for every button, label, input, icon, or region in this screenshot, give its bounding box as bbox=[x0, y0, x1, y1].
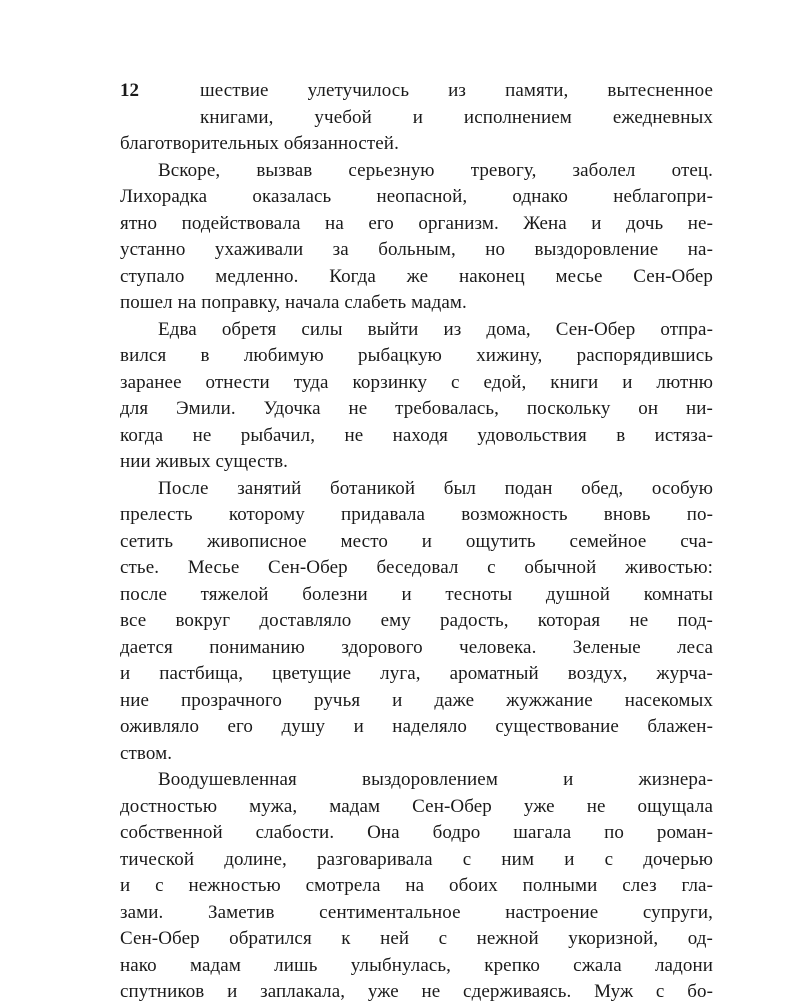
text-line: устанно ухаживали за больным, но выздоровление на- bbox=[120, 239, 713, 260]
page-number: 12 bbox=[120, 80, 139, 101]
body-text bbox=[120, 78, 713, 1006]
text-line: после тяжелой болезни и тесноты душной комнаты bbox=[120, 583, 713, 605]
text-line: ятно подействовала на его организм. Жена и дочь не- bbox=[120, 212, 713, 234]
text-line: Едва обретя силы выйти из дома, Сен-Обер отпра- bbox=[158, 318, 713, 340]
text-line: оживляло его душу и наделяло существование блажен- bbox=[120, 716, 713, 737]
text-line: зами. Заметив сентиментальное настроение супруги, bbox=[120, 901, 713, 923]
text-line: все вокруг доставляло ему радость, которая не под- bbox=[120, 610, 713, 631]
text-line: и пастбища, цветущие луга, ароматный воздух, журча- bbox=[120, 663, 713, 684]
text-line: шествие улетучилось из памяти, вытесненное bbox=[200, 80, 713, 101]
text-line: пошел на поправку, начала слабеть мадам. bbox=[120, 292, 467, 313]
text-line: благотворительных обязанностей. bbox=[120, 133, 399, 154]
text-line: Воодушевленная выздоровлением и жизнера- bbox=[158, 769, 713, 790]
text-line: и с нежностью смотрела на обоих полными слез гла- bbox=[120, 875, 713, 896]
text-line: для Эмили. Удочка не требовалась, поскольку он ни- bbox=[120, 398, 713, 419]
text-line: книгами, учебой и исполнением ежедневных bbox=[200, 106, 713, 128]
text-line: ступало медленно. Когда же наконец месье Сен-Обер bbox=[120, 265, 713, 287]
text-line: Лихорадка оказалась неопасной, однако неблагопри- bbox=[120, 186, 713, 207]
text-line: Вскоре, вызвав серьезную тревогу, заболел отец. bbox=[158, 159, 713, 181]
text-line: заранее отнести туда корзинку с едой, книги и лютню bbox=[120, 371, 713, 393]
text-line: собственной слабости. Она бодро шагала по роман- bbox=[120, 822, 713, 843]
text-line: дается пониманию здорового человека. Зеленые леса bbox=[120, 636, 713, 658]
text-line: спутников и заплакала, уже не сдерживаясь. Муж с бо- bbox=[120, 981, 713, 1002]
text-line: вился в любимую рыбацкую хижину, распорядившись bbox=[120, 345, 713, 366]
text-line: тической долине, разговаривала с ним и с дочерью bbox=[120, 848, 713, 870]
text-line: прелесть которому придавала возможность вновь по- bbox=[120, 504, 713, 525]
text-line: достностью мужа, мадам Сен-Обер уже не ощущала bbox=[120, 795, 713, 817]
text-line: стье. Месье Сен-Обер беседовал с обычной живостью: bbox=[120, 557, 713, 578]
text-line: нако мадам лишь улыбнулась, крепко сжала ладони bbox=[120, 954, 713, 976]
text-line: ством. bbox=[120, 742, 173, 764]
text-line: когда не рыбачил, не находя удовольствия в истяза- bbox=[120, 424, 713, 446]
text-line: нии живых существ. bbox=[120, 451, 289, 472]
text-line: ние прозрачного ручья и даже жужжание насекомых bbox=[120, 689, 713, 711]
text-line: сетить живописное место и ощутить семейное сча- bbox=[120, 530, 713, 552]
text-line: После занятий ботаникой был подан обед, особую bbox=[158, 477, 713, 499]
text-line: Сен-Обер обратился к ней с нежной укоризной, од- bbox=[120, 928, 713, 949]
